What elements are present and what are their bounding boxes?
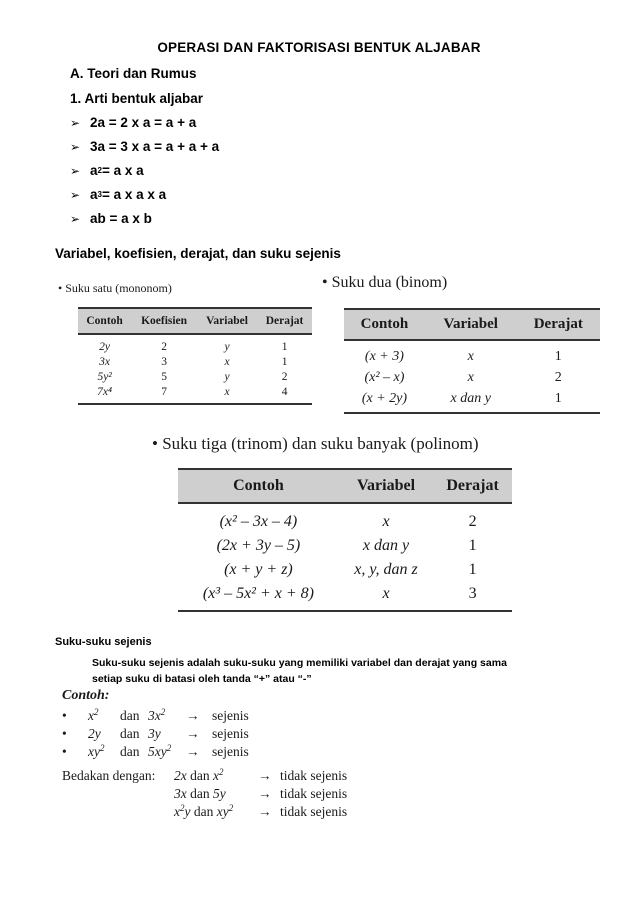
column-header: Contoh xyxy=(178,469,339,503)
example-connector: dan xyxy=(120,726,140,741)
example-exponent: 2 xyxy=(99,743,105,753)
difference-exponent: 2 xyxy=(219,767,224,777)
binom-heading: • Suku dua (binom) xyxy=(322,274,448,291)
example-result: sejenis xyxy=(212,726,249,741)
difference-result: tidak sejenis xyxy=(280,786,348,801)
table-cell: 7x⁴ xyxy=(78,385,131,404)
bullet-item xyxy=(70,139,219,154)
difference-connector: dan xyxy=(190,768,210,783)
table-row xyxy=(78,370,312,385)
table-cell: y xyxy=(224,371,230,383)
table-cell: 2 xyxy=(161,341,167,353)
binom-table xyxy=(344,308,600,414)
table-cell: 1 xyxy=(554,349,562,364)
mononom-heading: • Suku satu (mononom) xyxy=(58,281,172,295)
difference-term: x xyxy=(213,768,219,783)
example-result: sejenis xyxy=(212,708,249,723)
table-cell: (x + 2y) xyxy=(344,388,425,413)
table-cell: (2x + 3y – 5) xyxy=(216,537,301,554)
table-cell: (x + y + z) xyxy=(224,561,293,578)
table-cell: 1 xyxy=(517,388,600,413)
difference-term: 3x xyxy=(174,786,187,801)
contoh-label: Contoh: xyxy=(62,688,110,703)
table-cell: 2 xyxy=(281,371,288,383)
table-cell: 5 xyxy=(161,371,167,383)
table-cell: 1 xyxy=(468,561,477,578)
example-term: 3x xyxy=(148,708,161,723)
table-cell: x dan y xyxy=(425,388,517,413)
suku-sejenis-description: Suku-suku sejenis adalah suku-suku yang memiliki variabel dan derajat yang sama xyxy=(92,657,507,669)
column-header: Variabel xyxy=(197,308,257,334)
bullet-text: = a x a x a xyxy=(101,187,167,202)
example-exponent: 2 xyxy=(166,743,172,753)
arrow-right-icon: → xyxy=(258,804,272,819)
table-cell: x, y, dan z xyxy=(354,561,418,578)
table-cell: 2 xyxy=(468,513,477,530)
arrow-right-icon: → xyxy=(186,744,200,759)
trinom-table xyxy=(178,468,512,612)
example-term: 5xy xyxy=(148,744,167,759)
arrow-bullet-icon: ➢ xyxy=(70,164,81,178)
example-row xyxy=(62,726,249,742)
difference-term: 5y xyxy=(213,786,226,801)
arrow-right-icon: → xyxy=(186,726,200,741)
column-header: Variabel xyxy=(425,309,517,340)
example-term: 3y xyxy=(148,726,161,741)
column-header: Derajat xyxy=(433,469,512,503)
bullet-item xyxy=(70,163,144,178)
table-cell: 1 xyxy=(281,356,288,368)
arrow-bullet-icon: ➢ xyxy=(70,188,81,202)
difference-exponent: 2 xyxy=(228,803,234,813)
example-term: xy xyxy=(88,744,100,759)
item-1-heading: 1. Arti bentuk aljabar xyxy=(70,91,204,106)
arrow-right-icon: → xyxy=(258,768,272,783)
table-header-row xyxy=(178,469,512,503)
table-cell: y xyxy=(224,341,230,353)
table-cell: (x² – x) xyxy=(364,370,405,385)
difference-term: y xyxy=(184,804,191,819)
variabel-heading: Variabel, koefisien, derajat, dan suku sejenis xyxy=(55,246,341,261)
table-row xyxy=(178,503,512,534)
bullet-text: a xyxy=(90,163,98,178)
table-cell: 2y xyxy=(99,341,111,353)
arrow-bullet-icon: ➢ xyxy=(70,140,81,154)
bullet-exponent: 3 xyxy=(97,190,102,199)
column-header: Variabel xyxy=(339,469,433,503)
example-row xyxy=(62,708,249,724)
difference-row xyxy=(174,804,347,820)
difference-term: 2x xyxy=(174,768,187,783)
table-header-row xyxy=(344,309,600,340)
difference-term: x xyxy=(174,804,180,819)
table-cell: x xyxy=(382,513,390,530)
trinom-heading: • Suku tiga (trinom) dan suku banyak (polinom) xyxy=(152,434,479,453)
table-cell: 7 xyxy=(131,385,197,404)
table-cell: x xyxy=(467,370,474,385)
mononom-table xyxy=(78,307,312,405)
table-cell: (x + 3) xyxy=(364,349,404,364)
table-cell: 2 xyxy=(554,370,562,385)
table-cell: x xyxy=(467,349,474,364)
bedakan-label: Bedakan dengan: xyxy=(62,768,156,783)
table-row xyxy=(344,367,600,388)
table-row xyxy=(344,340,600,367)
difference-row xyxy=(174,786,347,802)
table-cell: (x² – 3x – 4) xyxy=(219,513,298,530)
table-cell: x dan y xyxy=(362,537,410,554)
table-cell: (x³ – 5x² + x + 8) xyxy=(178,582,339,611)
difference-row xyxy=(174,768,347,784)
bullet-item xyxy=(70,211,152,226)
page-title: OPERASI DAN FAKTORISASI BENTUK ALJABAR xyxy=(157,40,481,55)
column-header: Contoh xyxy=(344,309,425,340)
table-cell: 4 xyxy=(257,385,312,404)
suku-sejenis-description: setiap suku di batasi oleh tanda “+” atau “-” xyxy=(92,673,312,685)
table-row xyxy=(78,385,312,404)
table-cell: x xyxy=(224,356,230,368)
bullet-item xyxy=(70,115,196,130)
table-header-row xyxy=(78,308,312,334)
bullet-text: 2a = 2 x a = a + a xyxy=(90,115,197,130)
arrow-bullet-icon: ➢ xyxy=(70,116,81,130)
table-cell: 3x xyxy=(99,356,111,368)
table-cell: 1 xyxy=(281,341,288,353)
bullet-text: a xyxy=(90,187,98,202)
table-cell: 5y² xyxy=(97,371,112,383)
suku-sejenis-heading: Suku-suku sejenis xyxy=(55,636,152,648)
bullet-exponent: 2 xyxy=(97,166,102,175)
table-cell: 1 xyxy=(468,537,477,554)
bullet-dot-icon: • xyxy=(62,708,67,723)
column-header: Derajat xyxy=(257,308,312,334)
table-row xyxy=(178,534,512,558)
table-row xyxy=(78,334,312,355)
bullet-dot-icon: • xyxy=(62,726,67,741)
table-cell: 3 xyxy=(161,356,167,368)
table-cell: x xyxy=(339,582,433,611)
difference-connector: dan xyxy=(193,804,214,819)
difference-term: xy xyxy=(216,804,229,819)
table-row xyxy=(344,388,600,413)
arrow-right-icon: → xyxy=(186,708,200,723)
difference-result: tidak sejenis xyxy=(280,768,348,783)
table-cell: 3 xyxy=(433,582,512,611)
example-row xyxy=(62,744,249,760)
example-term: 2y xyxy=(88,726,101,741)
example-exponent: 2 xyxy=(160,707,166,717)
example-term: x xyxy=(88,708,94,723)
section-a-heading: A. Teori dan Rumus xyxy=(70,66,197,81)
difference-exponent: 2 xyxy=(180,803,185,813)
difference-result: tidak sejenis xyxy=(280,804,348,819)
table-cell: x xyxy=(197,385,257,404)
table-row xyxy=(178,558,512,582)
bullet-text: ab = a x b xyxy=(90,211,152,226)
example-exponent: 2 xyxy=(94,707,99,717)
example-result: sejenis xyxy=(212,744,249,759)
example-connector: dan xyxy=(120,708,140,723)
example-connector: dan xyxy=(120,744,140,759)
bullet-text: = a x a xyxy=(101,163,144,178)
column-header: Koefisien xyxy=(131,308,197,334)
bullet-dot-icon: • xyxy=(62,744,67,759)
difference-connector: dan xyxy=(190,786,210,801)
arrow-bullet-icon: ➢ xyxy=(70,212,81,226)
bullet-item xyxy=(70,187,166,202)
table-row xyxy=(78,355,312,370)
table-row xyxy=(178,582,512,611)
arrow-right-icon: → xyxy=(258,786,272,801)
bullet-text: 3a = 3 x a = a + a + a xyxy=(90,139,220,154)
column-header: Contoh xyxy=(78,308,131,334)
column-header: Derajat xyxy=(517,309,600,340)
